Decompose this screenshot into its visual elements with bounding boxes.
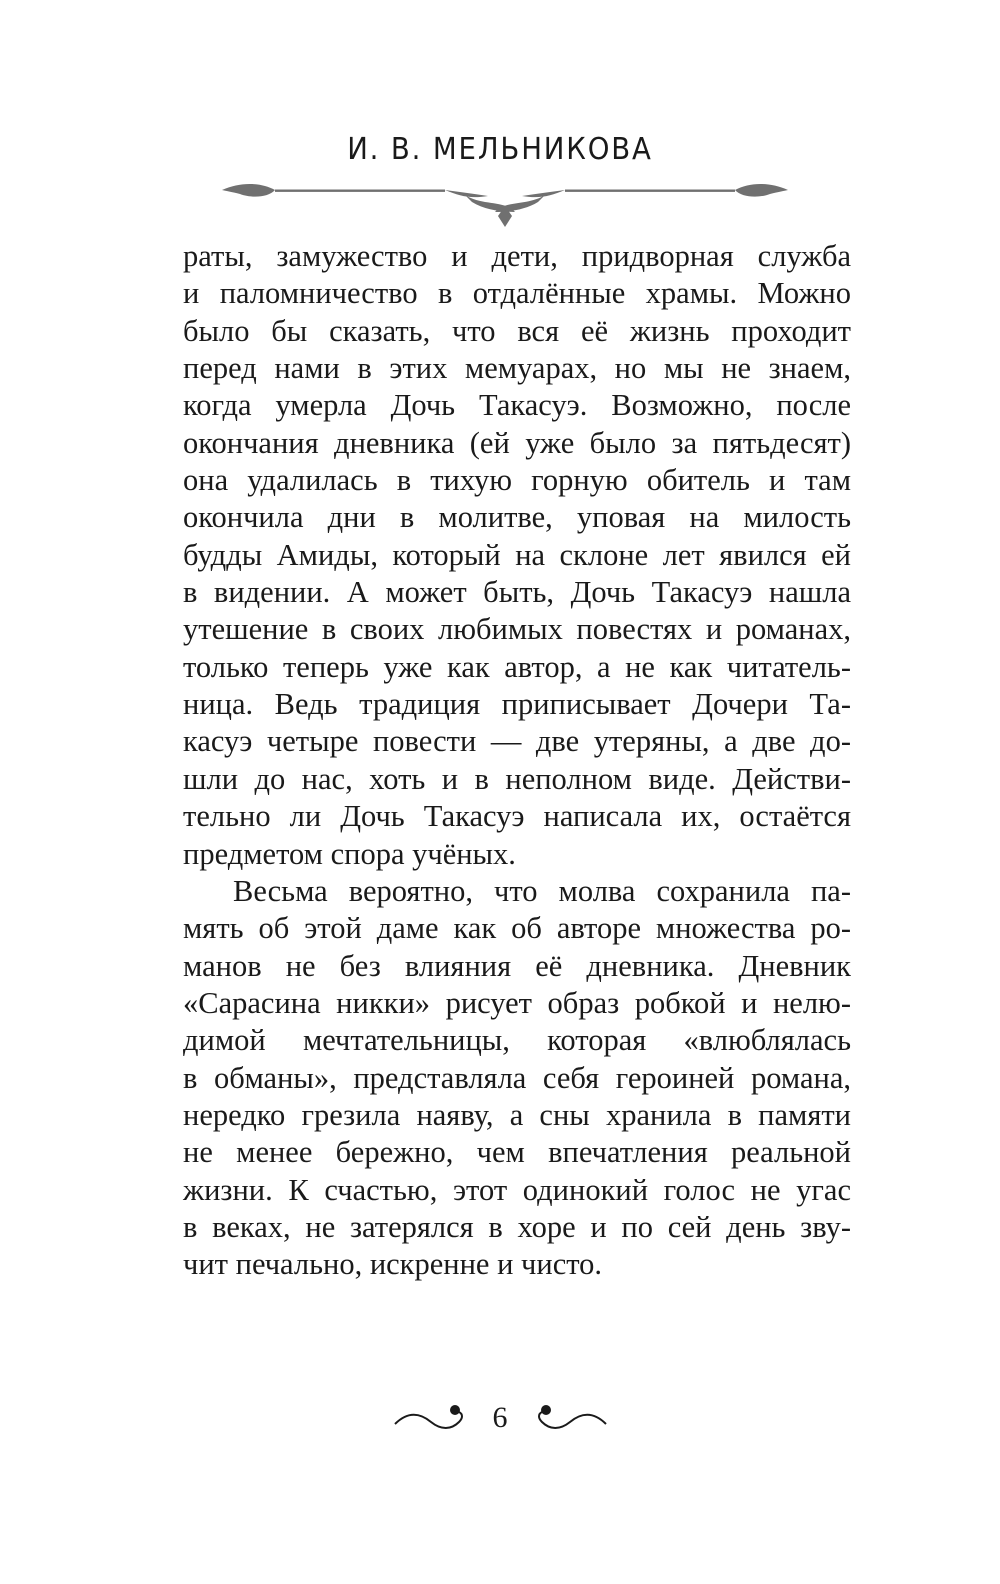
- text-line: ница. Ведь традиция приписывает Дочери Та-: [183, 687, 851, 722]
- text-line: предметом спора учёных.: [183, 836, 516, 871]
- text-line: Весьма вероятно, что молва сохранила па-: [233, 873, 851, 908]
- text-line: раты, замужество и дети, придворная служба: [183, 239, 851, 273]
- paragraph-2: [183, 873, 851, 1284]
- text-line: касуэ четыре повести — две утеряны, а две до-: [183, 724, 851, 759]
- right-flourish-icon: [530, 1398, 608, 1438]
- text-line: утешение в своих любимых повестях и романах,: [183, 612, 851, 647]
- text-line: окончила дни в молитве, уповая на милость: [183, 500, 851, 535]
- paragraph-1: [183, 238, 851, 873]
- text-line: окончания дневника (ей уже было за пятьдесят): [183, 425, 851, 460]
- text-line: димой мечтательницы, которая «влюблялась: [183, 1023, 851, 1058]
- text-line: было бы сказать, что вся её жизнь проходит: [183, 313, 851, 348]
- page-folio: [0, 1396, 1000, 1440]
- text-line: только теперь уже как автор, а не как читатель-: [183, 649, 851, 684]
- text-line: в обманы», представляла себя героиней романа,: [183, 1060, 851, 1095]
- body-text: [183, 238, 851, 1284]
- text-line: шли до нас, хоть и в неполном виде. Действи-: [183, 761, 851, 796]
- text-line: чит печально, искренне и чисто.: [183, 1247, 603, 1282]
- text-line: мять об этой даме как об авторе множества ро-: [183, 911, 851, 946]
- left-flourish-icon: [393, 1398, 471, 1438]
- running-head-author: И. В. МЕЛЬНИКОВА: [347, 132, 653, 167]
- text-line: в видении. А может быть, Дочь Такасуэ нашла: [183, 575, 851, 610]
- text-line: жизни. К счастью, этот одинокий голос не угас: [183, 1172, 851, 1207]
- text-line: манов не без влияния её дневника. Дневник: [183, 948, 851, 983]
- text-line: не менее бережно, чем впечатления реальной: [183, 1135, 851, 1170]
- header-ornament-divider-icon: [220, 172, 790, 228]
- text-line: и паломничество в отдалённые храмы. Можно: [183, 276, 851, 311]
- text-line: тельно ли Дочь Такасуэ написала их, остаётся: [183, 799, 851, 834]
- text-line: в веках, не затерялся в хоре и по сей день зву-: [183, 1209, 851, 1244]
- text-line: она удалилась в тихую горную обитель и там: [183, 463, 851, 498]
- text-line: «Сарасина никки» рисует образ робкой и нелю-: [183, 985, 851, 1020]
- page-number: 6: [492, 1401, 508, 1434]
- text-line: когда умерла Дочь Такасуэ. Возможно, после: [183, 388, 851, 423]
- text-line: перед нами в этих мемуарах, но мы не знаем,: [183, 351, 851, 386]
- text-line: будды Амиды, который на склоне лет явился ей: [183, 537, 851, 572]
- text-line: нередко грезила наяву, а сны хранила в памяти: [183, 1097, 851, 1132]
